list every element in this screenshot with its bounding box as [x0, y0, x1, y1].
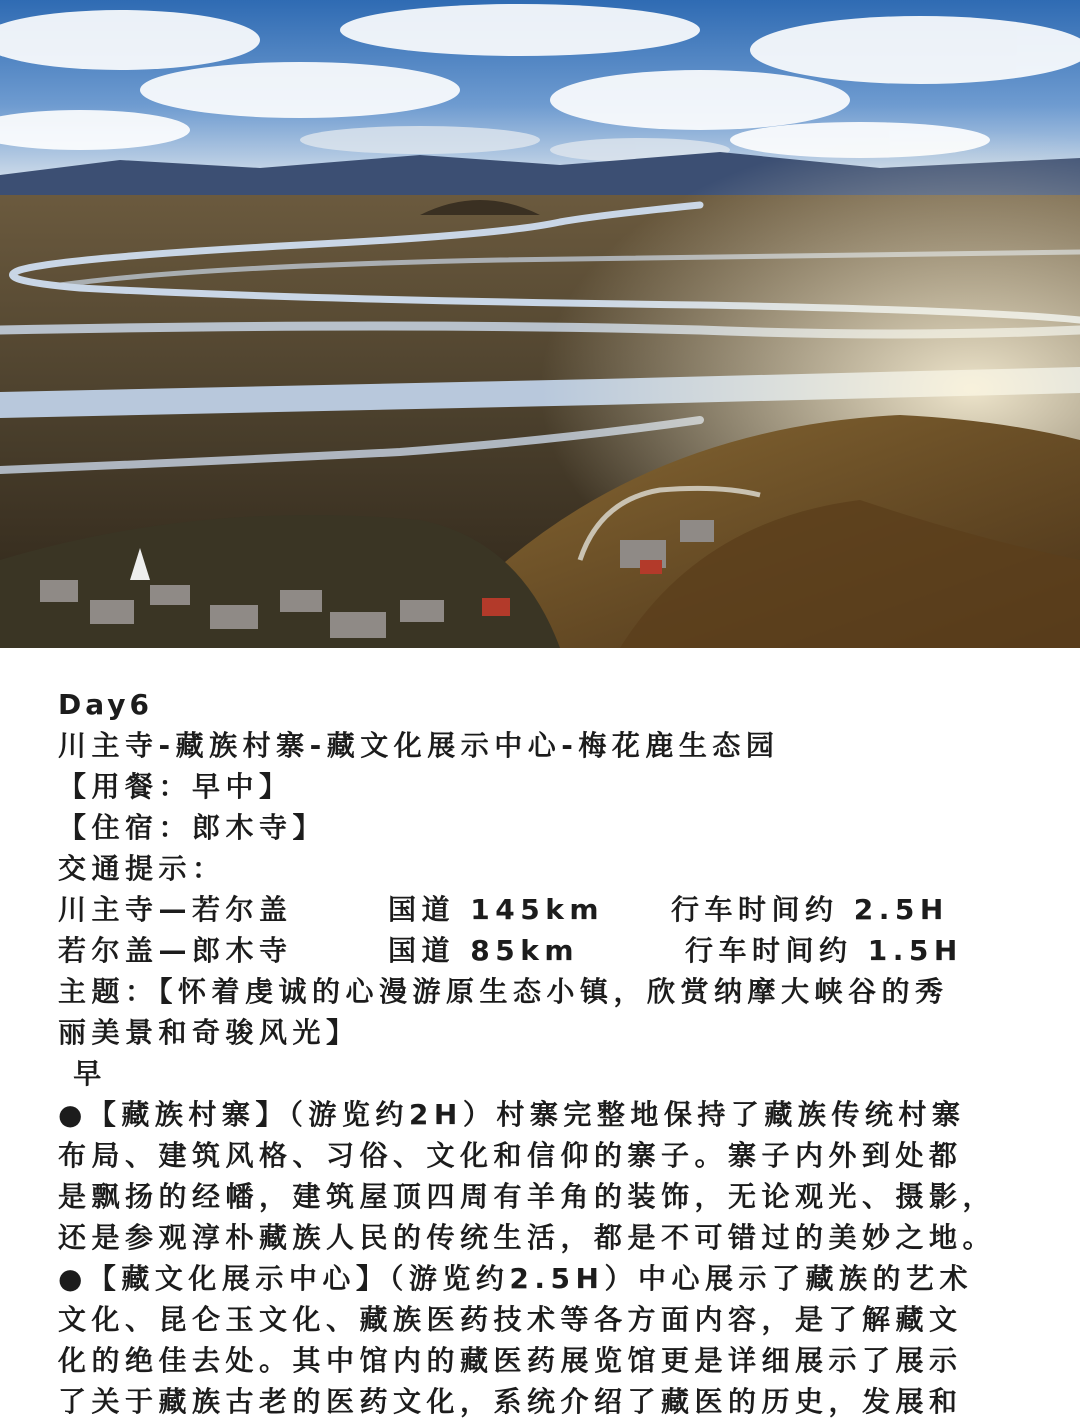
route-title: 川主寺-藏族村寨-藏文化展示中心-梅花鹿生态园: [58, 729, 780, 762]
meals-info: 【用餐：早中】: [58, 770, 293, 803]
culture-center-paragraph-line: 文化、昆仑玉文化、藏族医药技术等各方面内容，是了解藏文: [58, 1303, 963, 1336]
transport-route: 若尔盖—郎木寺: [58, 934, 293, 967]
theme-line: 丽美景和奇骏风光】: [58, 1016, 360, 1049]
transport-row: [58, 889, 1022, 930]
lodging-info: 【住宿：郎木寺】: [58, 811, 327, 844]
day-title: Day6: [58, 688, 154, 721]
transport-heading: 交通提示：: [58, 852, 226, 885]
village-paragraph-line: 还是参观淳朴藏族人民的传统生活，都是不可错过的美妙之地。: [58, 1221, 997, 1254]
culture-center-paragraph-line: ●【藏文化展示中心】（游览约2.5H）中心展示了藏族的艺术: [58, 1262, 973, 1295]
transport-time: 行车时间约 1.5H: [685, 934, 963, 967]
transport-route: 川主寺—若尔盖: [58, 893, 293, 926]
culture-center-paragraph-line: 了关于藏族古老的医药文化，系统介绍了藏医的历史，发展和: [58, 1385, 963, 1418]
transport-row: [58, 930, 1022, 971]
morning-label: 早: [58, 1057, 107, 1090]
transport-road: 国道 145km: [388, 893, 604, 926]
theme-line: 主题：【怀着虔诚的心漫游原生态小镇，欣赏纳摩大峡谷的秀: [58, 975, 949, 1008]
hero-landscape-photo: [0, 0, 1080, 648]
culture-center-paragraph-line: 化的绝佳去处。其中馆内的藏医药展览馆更是详细展示了展示: [58, 1344, 963, 1377]
village-paragraph-line: 布局、建筑风格、习俗、文化和信仰的寨子。寨子内外到处都: [58, 1139, 963, 1172]
transport-time: 行车时间约 2.5H: [671, 893, 949, 926]
landscape-illustration: [0, 0, 1080, 648]
itinerary-text: [0, 684, 1080, 1422]
transport-road: 国道 85km: [388, 934, 580, 967]
village-paragraph-line: 是飘扬的经幡，建筑屋顶四周有羊角的装饰，无论观光、摄影，: [58, 1180, 997, 1213]
village-paragraph-line: ●【藏族村寨】（游览约2H）村寨完整地保持了藏族传统村寨: [58, 1098, 966, 1131]
